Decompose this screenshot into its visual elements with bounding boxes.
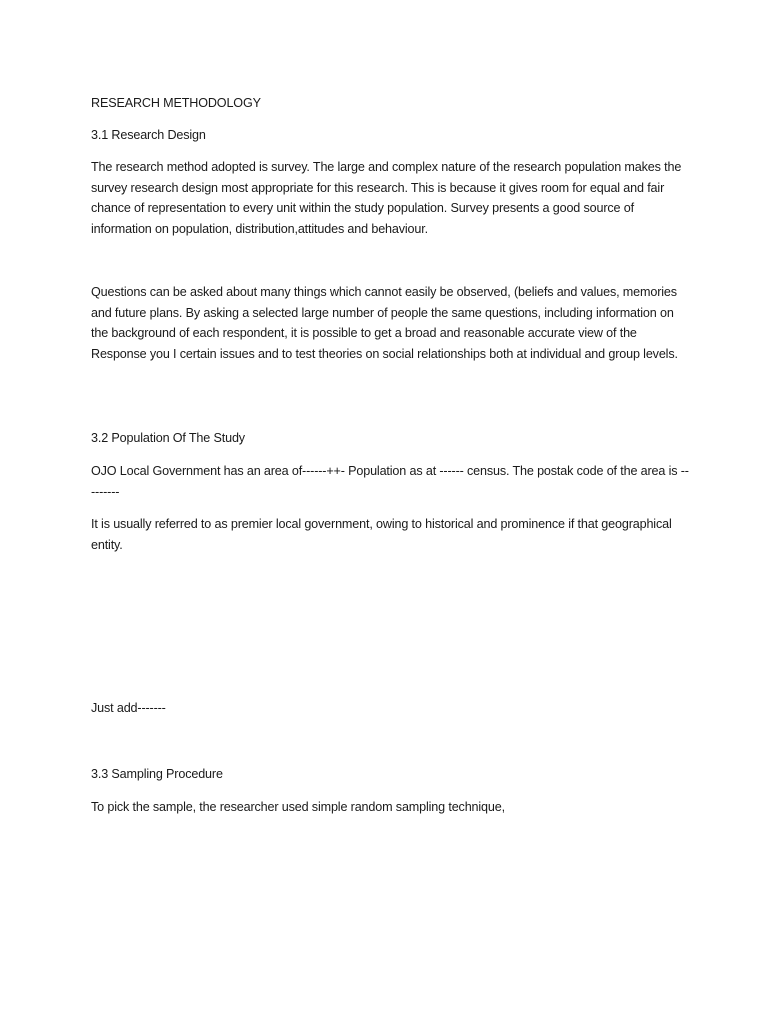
paragraph-sampling-technique: To pick the sample, the researcher used simple random sampling technique, <box>91 800 505 814</box>
paragraph-just-add: Just add------- <box>91 701 166 715</box>
section-heading-population: 3.2 Population Of The Study <box>91 431 245 445</box>
section-heading-research-design: 3.1 Research Design <box>91 128 206 142</box>
paragraph-ojo-local-government: OJO Local Government has an area of------++- Population as at ------ census. The postak code of the area is --------- <box>91 464 689 499</box>
document-title: RESEARCH METHODOLOGY <box>91 96 261 110</box>
paragraph-questions: Questions can be asked about many things which cannot easily be observed, (beliefs and values, memories and future plans. By asking a selected large number of people the same questions, including information on the background of each respondent, it is possible to get a broad and reasonable accurate view of the Response you I certain issues and to test theories on social relationships both at individual and group levels. <box>91 285 678 361</box>
section-heading-sampling-procedure: 3.3 Sampling Procedure <box>91 767 223 781</box>
paragraph-research-method: The research method adopted is survey. The large and complex nature of the research population makes the survey research design most appropriate for this research. This is because it gives room for equal and fair chance of representation to every unit within the study population. Survey presents a good source of information on population, distribution,attitudes and behaviour. <box>91 160 682 236</box>
paragraph-premier-local-government: It is usually referred to as premier local government, owing to historical and prominence if that geographical entity. <box>91 517 672 552</box>
